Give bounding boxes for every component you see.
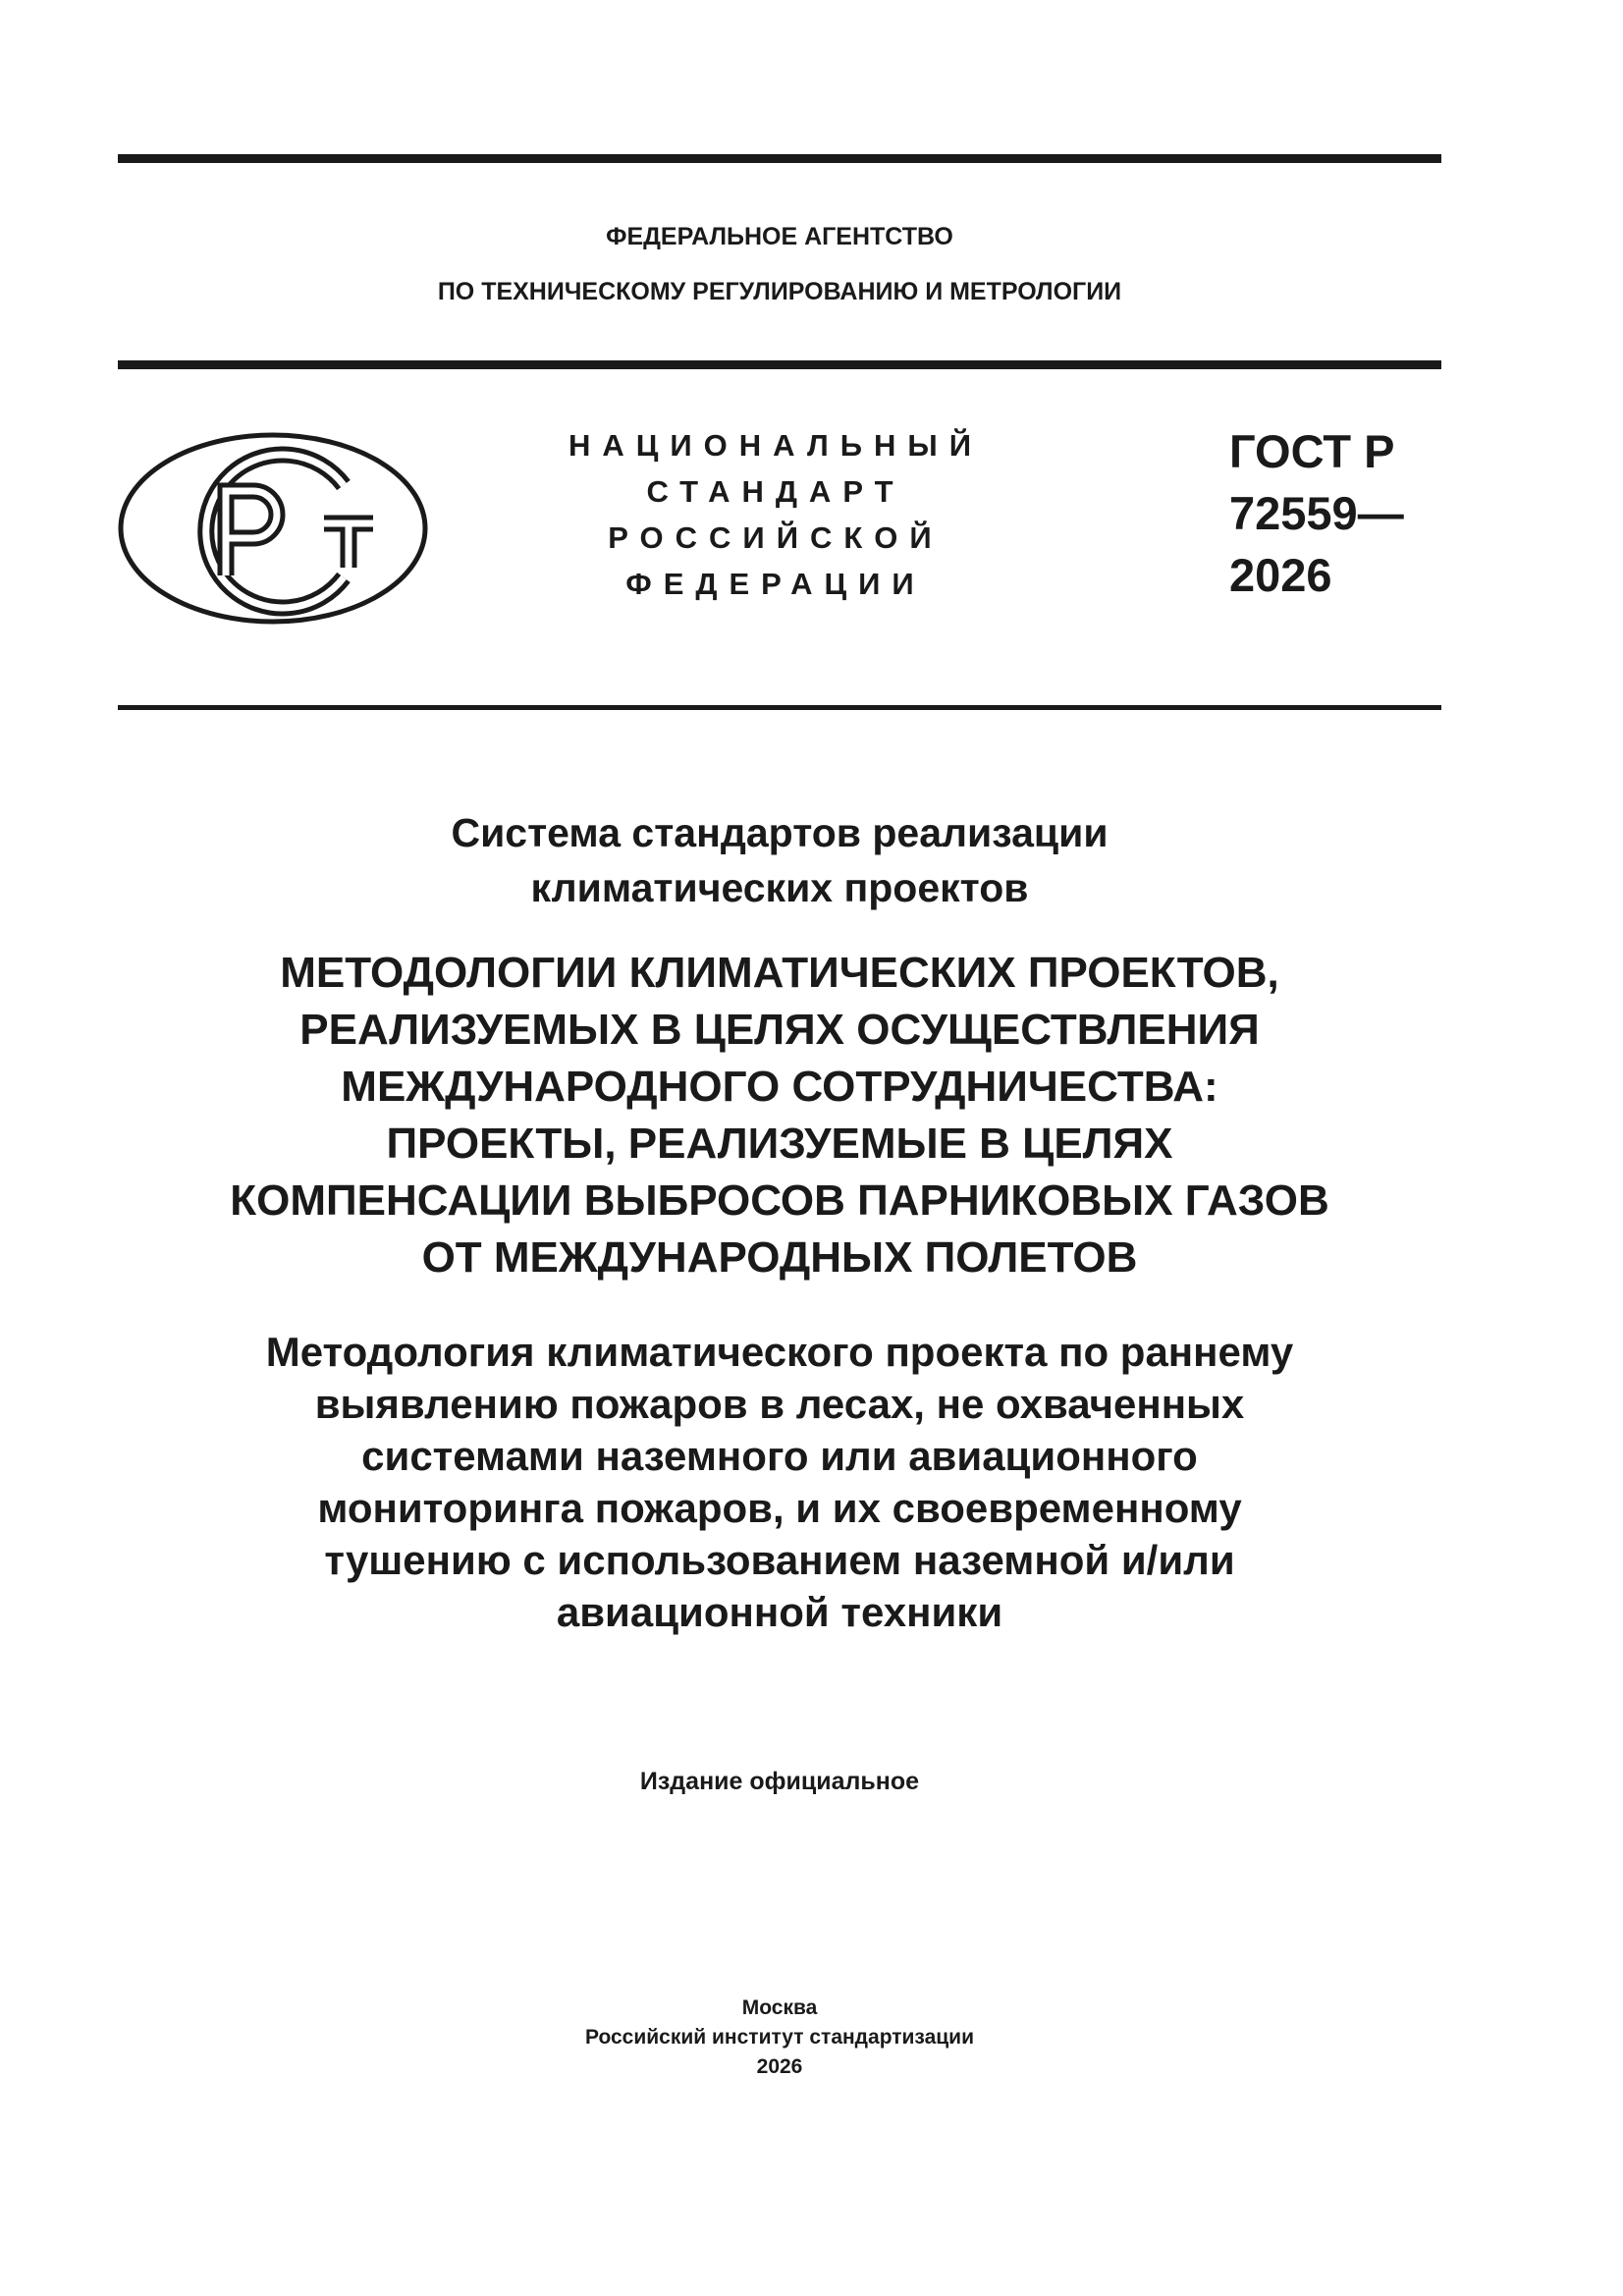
imprint-city: Москва (741, 1996, 818, 2019)
agency-name-line2: ПО ТЕХНИЧЕСКОМУ РЕГУЛИРОВАНИЮ И МЕТРОЛОГИИ (437, 278, 1122, 305)
imprint (118, 1994, 1441, 2082)
subtitle-line: мониторинга пожаров, и их своевременному (317, 1485, 1242, 1531)
agency-name-line1: ФЕДЕРАЛЬНОЕ АГЕНТСТВО (606, 223, 953, 250)
designation-line3: 2026 (1229, 549, 1332, 601)
header-rule (118, 360, 1441, 369)
main-title-line: КОМПЕНСАЦИИ ВЫБРОСОВ ПАРНИКОВЫХ ГАЗОВ (230, 1176, 1329, 1225)
rst-certification-mark-icon (116, 430, 432, 627)
subtitle-line: Методология климатического проекта по раннему (265, 1329, 1294, 1375)
standard-designation (1229, 420, 1404, 606)
main-title-line: МЕЖДУНАРОДНОГО СОТРУДНИЧЕСТВА: (341, 1063, 1218, 1111)
series-title (118, 805, 1441, 915)
national-standard-line: СТАНДАРТ (646, 474, 905, 509)
subtitle-line: выявлению пожаров в лесах, не охваченных (314, 1381, 1245, 1427)
main-title (118, 945, 1441, 1286)
top-rule (118, 154, 1441, 163)
national-standard-line: НАЦИОНАЛЬНЫЙ (568, 428, 984, 463)
imprint-publisher: Российский институт стандартизации (584, 2026, 975, 2049)
subtitle-line: тушению с использованием наземной и/или (324, 1537, 1235, 1583)
subtitle (118, 1326, 1441, 1638)
national-standard-line: РОССИЙСКОЙ (608, 520, 944, 555)
national-standard-line: ФЕДЕРАЦИИ (625, 567, 926, 601)
series-title-line: климатических проектов (530, 865, 1029, 910)
subtitle-line: системами наземного или авиационного (361, 1433, 1198, 1479)
title-block-rule (118, 705, 1441, 710)
series-title-line: Система стандартов реализации (451, 810, 1109, 855)
imprint-year: 2026 (756, 2055, 803, 2078)
designation-line1: ГОСТ Р (1229, 425, 1395, 477)
main-title-line: МЕТОДОЛОГИИ КЛИМАТИЧЕСКИХ ПРОЕКТОВ, (280, 949, 1279, 997)
main-title-line: РЕАЛИЗУЕМЫХ В ЦЕЛЯХ ОСУЩЕСТВЛЕНИЯ (299, 1006, 1260, 1054)
subtitle-line: авиационной техники (556, 1589, 1003, 1635)
main-title-line: ОТ МЕЖДУНАРОДНЫХ ПОЛЕТОВ (421, 1233, 1138, 1282)
designation-line2: 72559— (1229, 487, 1404, 539)
edition-label: Издание официальное (639, 1768, 920, 1795)
main-title-line: ПРОЕКТЫ, РЕАЛИЗУЕМЫЕ В ЦЕЛЯХ (386, 1120, 1173, 1168)
national-standard-label (550, 422, 1001, 607)
